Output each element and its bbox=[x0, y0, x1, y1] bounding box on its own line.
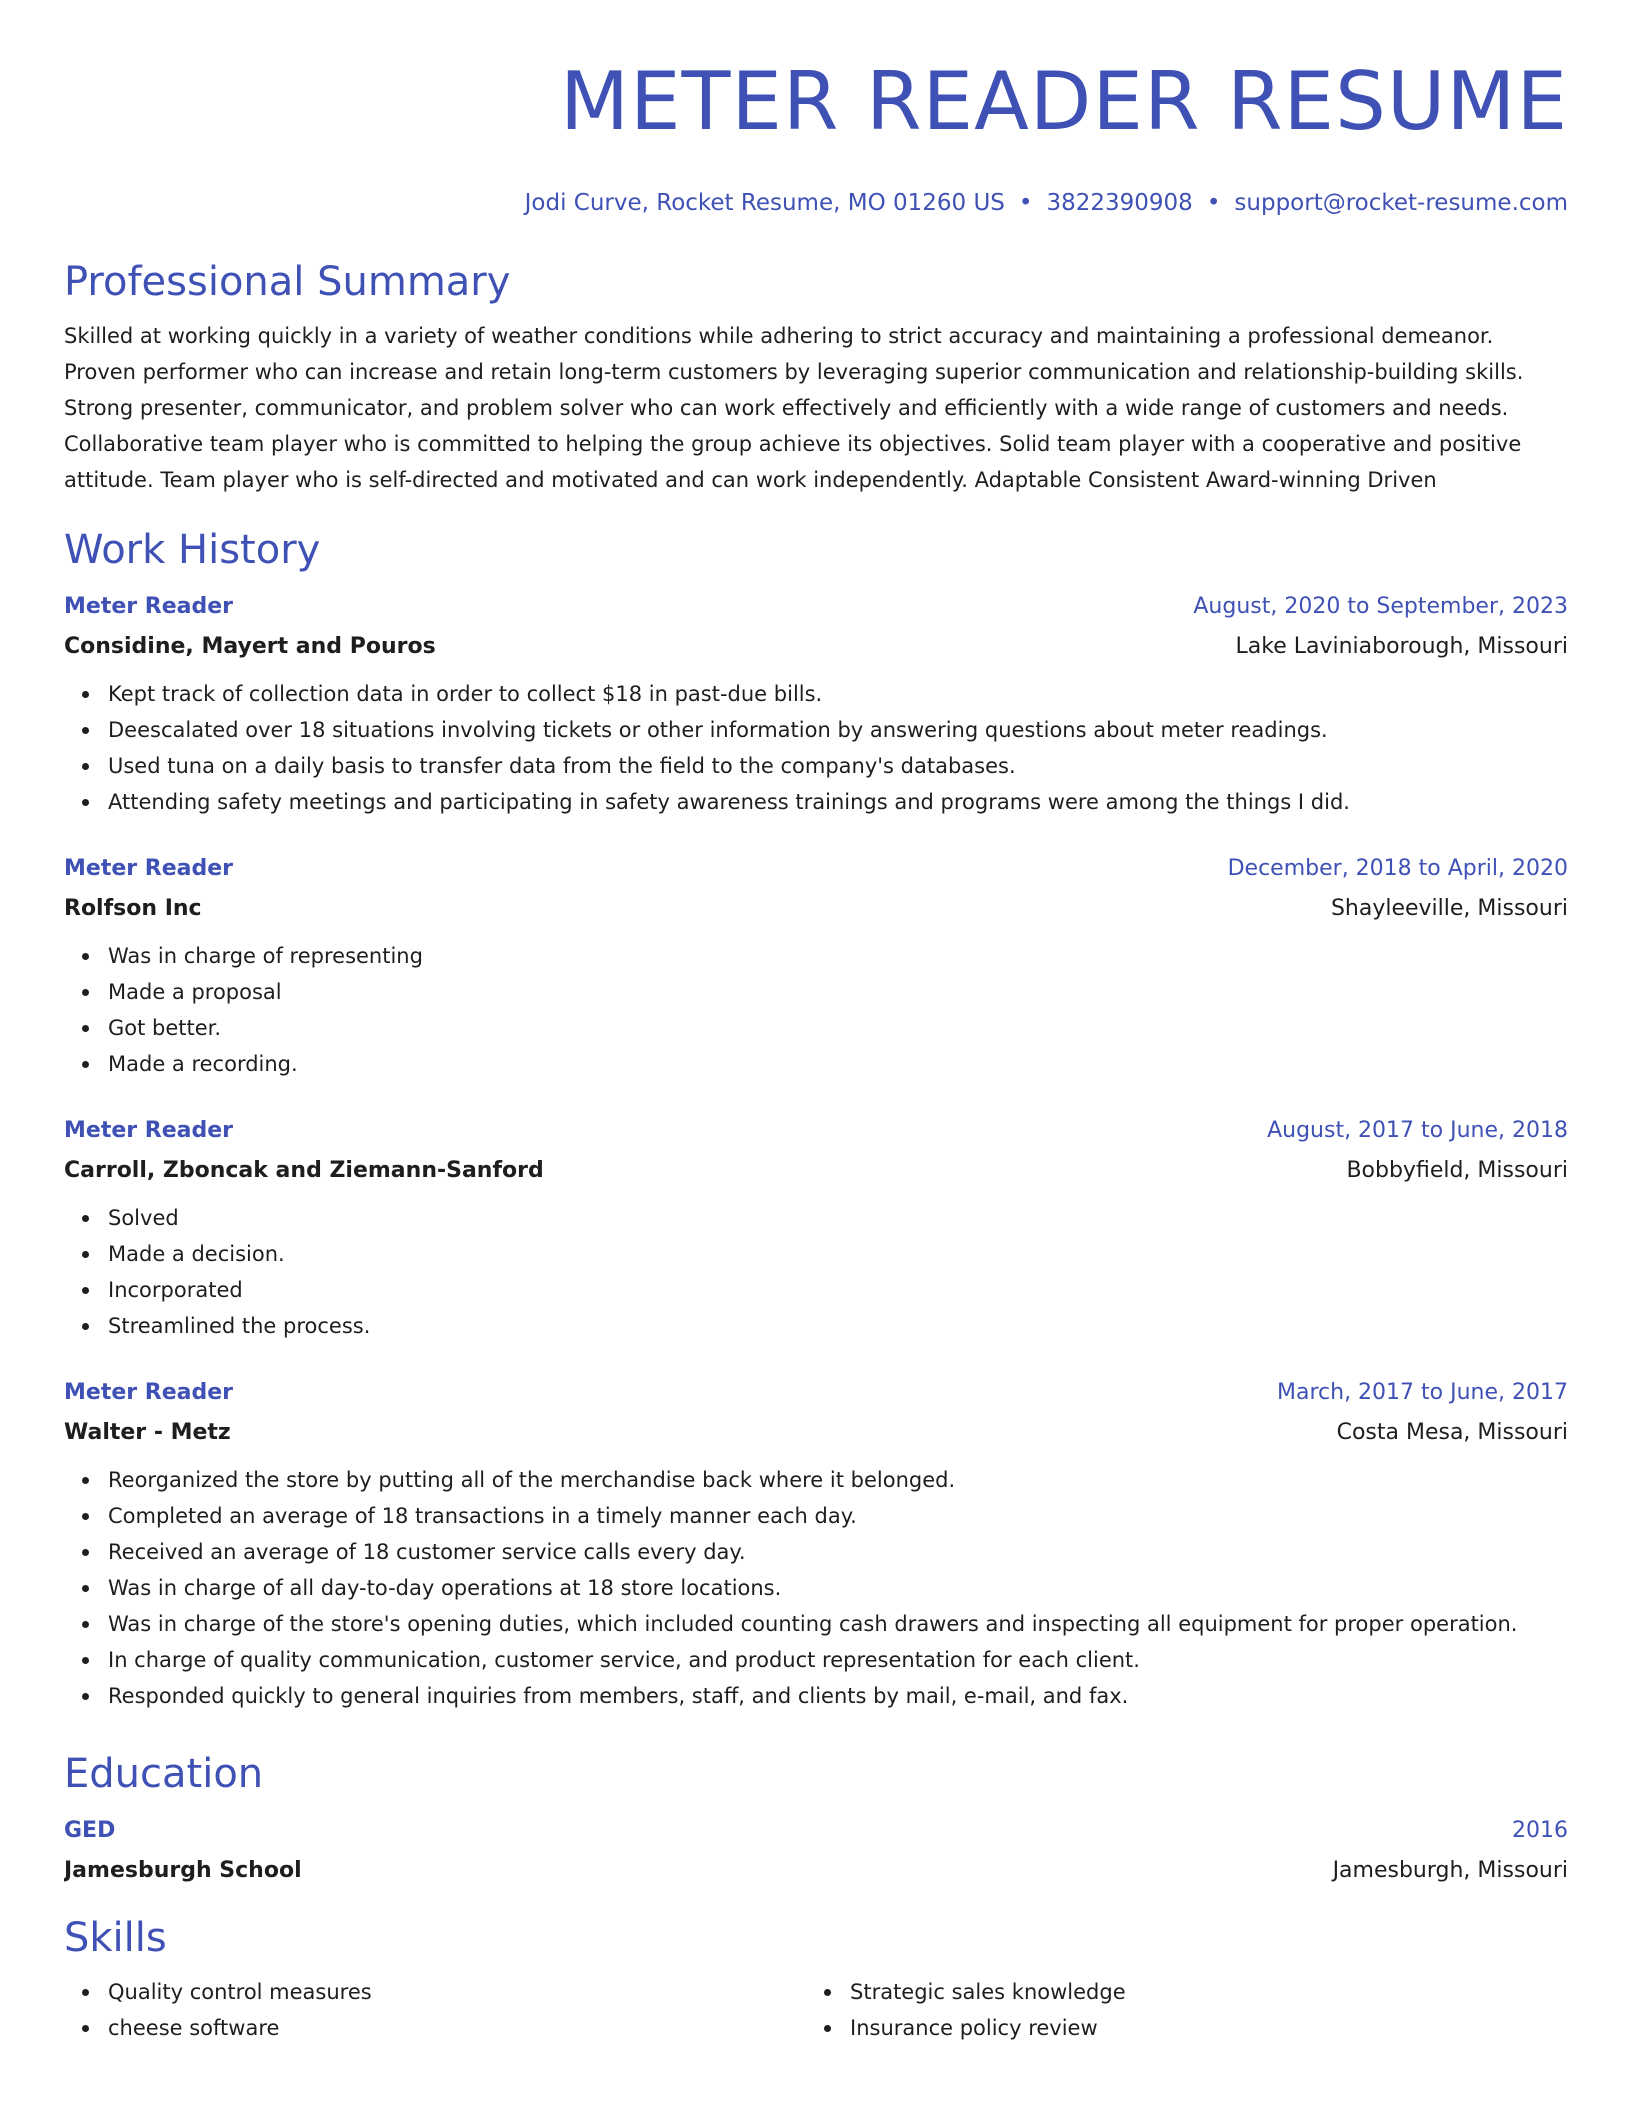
education-location: Jamesburgh, Missouri bbox=[1332, 1858, 1568, 1883]
job-bullet: Used tuna on a daily basis to transfer data from the field to the company's databases. bbox=[108, 748, 1568, 784]
job-bullet: Made a decision. bbox=[108, 1236, 1568, 1272]
skill-item: Strategic sales knowledge bbox=[850, 1974, 1548, 2010]
skill-item: Insurance policy review bbox=[850, 2010, 1548, 2046]
skill-item: Quality control measures bbox=[108, 1974, 806, 2010]
job-bullets bbox=[64, 1462, 1568, 1714]
job-bullet: Reorganized the store by putting all of the merchandise back where it belonged. bbox=[108, 1462, 1568, 1498]
skills-column-right bbox=[806, 1974, 1548, 2046]
resume-title: METER READER RESUME bbox=[559, 55, 1568, 148]
job-dates: August, 2020 to September, 2023 bbox=[1193, 594, 1568, 619]
job-company: Rolfson Inc bbox=[64, 896, 202, 921]
education-entry bbox=[64, 1816, 1568, 1886]
contact-separator: • bbox=[1206, 190, 1221, 216]
contact-line bbox=[64, 188, 1568, 218]
contact-separator: • bbox=[1018, 190, 1033, 216]
work-history-heading: Work History bbox=[64, 527, 321, 573]
summary-text: Skilled at working quickly in a variety of weather conditions while adhering to strict accuracy and maintaining a professional demeanor. Proven performer who can increase and retain long-term customers by leveraging superior communication and relationship-building skills. Strong presenter, communicator, and problem solver who can work effectively and efficiently with a wide range of customers and needs. Collaborative team player who is committed to helping the group achieve its objectives. Solid team player with a cooperative and positive attitude. Team player who is self-directed and motivated and can work independently. Adaptable Consistent Award-winning Driven bbox=[64, 324, 1524, 492]
job-position: Meter Reader bbox=[64, 1380, 233, 1405]
job-bullet: Incorporated bbox=[108, 1272, 1568, 1308]
job-location: Bobbyfield, Missouri bbox=[1346, 1158, 1568, 1183]
skills-list bbox=[64, 1974, 1568, 2046]
job-bullet: Made a proposal bbox=[108, 974, 1568, 1010]
job-bullet: Received an average of 18 customer service calls every day. bbox=[108, 1534, 1568, 1570]
job-company: Carroll, Zboncak and Ziemann-Sanford bbox=[64, 1158, 544, 1183]
job-location: Lake Laviniaborough, Missouri bbox=[1235, 634, 1568, 659]
skill-item: cheese software bbox=[108, 2010, 806, 2046]
job-bullet: Streamlined the process. bbox=[108, 1308, 1568, 1344]
skills-heading: Skills bbox=[64, 1915, 167, 1961]
job-company: Walter - Metz bbox=[64, 1420, 231, 1445]
job-bullet: Was in charge of representing bbox=[108, 938, 1568, 974]
job-dates: March, 2017 to June, 2017 bbox=[1277, 1380, 1568, 1405]
job-bullet: Was in charge of the store's opening duties, which included counting cash drawers and inspecting all equipment for proper operation. bbox=[108, 1606, 1568, 1642]
job-bullet: Attending safety meetings and participating in safety awareness trainings and programs were among the things I did. bbox=[108, 784, 1568, 820]
education-year: 2016 bbox=[1512, 1818, 1568, 1843]
education-school: Jamesburgh School bbox=[64, 1858, 302, 1883]
job-company: Considine, Mayert and Pouros bbox=[64, 634, 436, 659]
job-location: Costa Mesa, Missouri bbox=[1336, 1420, 1568, 1445]
job-bullet: Completed an average of 18 transactions in a timely manner each day. bbox=[108, 1498, 1568, 1534]
education-heading: Education bbox=[64, 1751, 264, 1797]
job-entry bbox=[64, 1116, 1568, 1344]
job-entry bbox=[64, 854, 1568, 1082]
job-entry bbox=[64, 1378, 1568, 1714]
job-position: Meter Reader bbox=[64, 856, 233, 881]
job-position: Meter Reader bbox=[64, 1118, 233, 1143]
job-location: Shayleeville, Missouri bbox=[1330, 896, 1568, 921]
job-bullet: Deescalated over 18 situations involving tickets or other information by answering questions about meter readings. bbox=[108, 712, 1568, 748]
contact-phone: 3822390908 bbox=[1046, 190, 1193, 216]
job-bullet: Made a recording. bbox=[108, 1046, 1568, 1082]
job-bullet: Responded quickly to general inquiries from members, staff, and clients by mail, e-mail, and fax. bbox=[108, 1678, 1568, 1714]
job-dates: December, 2018 to April, 2020 bbox=[1227, 856, 1568, 881]
summary-heading: Professional Summary bbox=[64, 259, 511, 305]
job-bullet: Got better. bbox=[108, 1010, 1568, 1046]
job-bullet: Kept track of collection data in order to collect $18 in past-due bills. bbox=[108, 676, 1568, 712]
job-bullets bbox=[64, 938, 1568, 1082]
contact-email: support@rocket-resume.com bbox=[1234, 190, 1568, 216]
education-degree: GED bbox=[64, 1818, 116, 1843]
job-bullet: In charge of quality communication, customer service, and product representation for each client. bbox=[108, 1642, 1568, 1678]
skills-column-left bbox=[64, 1974, 806, 2046]
contact-address: Jodi Curve, Rocket Resume, MO 01260 US bbox=[524, 190, 1005, 216]
job-position: Meter Reader bbox=[64, 594, 233, 619]
job-bullets bbox=[64, 676, 1568, 820]
job-bullet: Was in charge of all day-to-day operations at 18 store locations. bbox=[108, 1570, 1568, 1606]
resume-page bbox=[64, 0, 1568, 2112]
job-dates: August, 2017 to June, 2018 bbox=[1267, 1118, 1568, 1143]
job-bullets bbox=[64, 1200, 1568, 1344]
job-bullet: Solved bbox=[108, 1200, 1568, 1236]
job-entry bbox=[64, 592, 1568, 820]
